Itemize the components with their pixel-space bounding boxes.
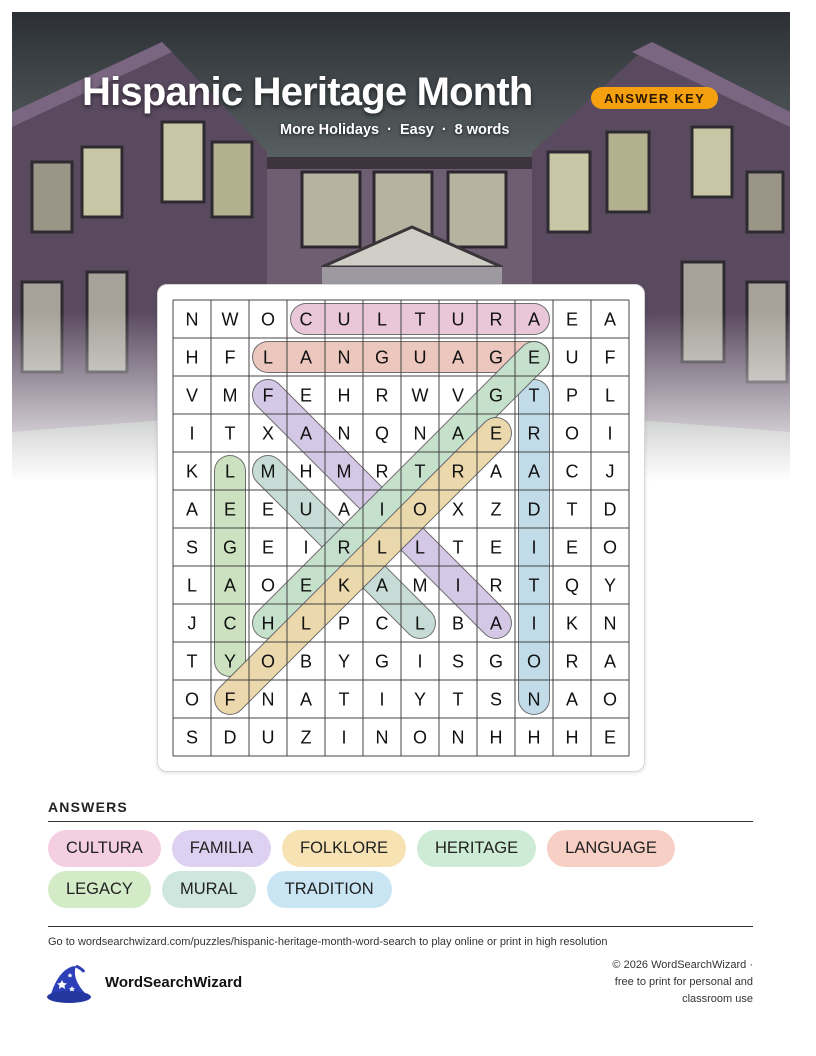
- grid-letter: A: [527, 309, 541, 330]
- grid-letter: O: [526, 651, 542, 672]
- grid-letter: A: [223, 575, 237, 596]
- grid-letter: E: [299, 575, 313, 596]
- grid-letter: S: [451, 651, 465, 672]
- grid-letter: M: [260, 461, 276, 482]
- grid-letter: O: [260, 309, 276, 330]
- grid-letter: K: [337, 575, 351, 596]
- grid-letter: R: [375, 385, 389, 406]
- grid-letter: N: [261, 689, 275, 710]
- word-count-label: 8 words: [454, 122, 510, 138]
- grid-letter: O: [412, 727, 428, 748]
- grid-letter: C: [375, 613, 389, 634]
- grid-letter: O: [602, 537, 618, 558]
- grid-letter: X: [261, 423, 275, 444]
- grid-letter: N: [375, 727, 389, 748]
- grid-letter: O: [412, 499, 428, 520]
- grid-letter: Y: [603, 575, 617, 596]
- grid-letter: I: [417, 651, 423, 672]
- grid-letter: A: [603, 651, 617, 672]
- grid-letter: C: [565, 461, 579, 482]
- grid-letter: G: [374, 347, 390, 368]
- grid-letter: U: [565, 347, 579, 368]
- grid-letter: A: [299, 689, 313, 710]
- grid-letter: O: [602, 689, 618, 710]
- grid-letter: I: [531, 613, 537, 634]
- grid-letter: B: [451, 613, 465, 634]
- grid-letter: A: [375, 575, 389, 596]
- grid-letter: W: [221, 309, 239, 330]
- copyright-notice: [612, 957, 753, 1008]
- grid-letter: T: [528, 575, 540, 596]
- grid-letter: I: [341, 727, 347, 748]
- grid-letter: A: [489, 461, 503, 482]
- puzzle-card: [157, 284, 645, 772]
- answer-pill-familia: FAMILIA: [172, 830, 271, 867]
- grid-letter: O: [184, 689, 200, 710]
- grid-letter: H: [185, 347, 199, 368]
- grid-letter: E: [489, 423, 503, 444]
- separator-dot: ·: [387, 122, 392, 138]
- copyright-line: © 2026 WordSearchWizard ·: [612, 959, 753, 971]
- grid-letter: T: [452, 537, 464, 558]
- grid-letter: U: [261, 727, 275, 748]
- copyright-line: free to print for personal and: [614, 976, 753, 988]
- grid-letter: E: [489, 537, 503, 558]
- grid-letter: C: [223, 613, 237, 634]
- grid-letter: A: [603, 309, 617, 330]
- grid-letter: L: [262, 347, 274, 368]
- grid-letter: H: [261, 613, 275, 634]
- grid-letter: Z: [490, 499, 502, 520]
- grid-letter: H: [527, 727, 541, 748]
- grid-letter: N: [185, 309, 199, 330]
- grid-letter: A: [337, 499, 351, 520]
- copyright-line: classroom use: [682, 993, 753, 1005]
- grid-letter: N: [603, 613, 617, 634]
- grid-letter: E: [565, 537, 579, 558]
- grid-letter: E: [223, 499, 237, 520]
- answer-pill-mural: MURAL: [162, 871, 256, 908]
- grid-letter: O: [260, 575, 276, 596]
- grid-letter: U: [451, 309, 465, 330]
- grid-letter: M: [336, 461, 352, 482]
- grid-letter: R: [527, 423, 541, 444]
- play-online-text: Go to wordsearchwizard.com/puzzles/hispanic-heritage-month-word-search to play online or print in high resolution: [48, 936, 608, 948]
- grid-letter: Q: [374, 423, 390, 444]
- grid-letter: N: [451, 727, 465, 748]
- answers-list: [48, 830, 758, 908]
- category-label: More Holidays: [280, 122, 380, 138]
- grid-letter: E: [603, 727, 617, 748]
- grid-letter: A: [185, 499, 199, 520]
- grid-letter: N: [527, 689, 541, 710]
- grid-letter: G: [488, 385, 504, 406]
- grid-letter: B: [299, 651, 313, 672]
- grid-letter: V: [451, 385, 465, 406]
- grid-letter: J: [187, 613, 197, 634]
- grid-letter: R: [337, 537, 351, 558]
- separator-dot: ·: [441, 122, 447, 138]
- grid-letter: R: [565, 651, 579, 672]
- grid-letter: N: [413, 423, 427, 444]
- grid-letter: A: [451, 423, 465, 444]
- grid-letter: T: [414, 461, 426, 482]
- grid-letter: A: [299, 423, 313, 444]
- grid-letter: R: [489, 575, 503, 596]
- answer-pill-heritage: HERITAGE: [417, 830, 536, 867]
- grid-letter: U: [299, 499, 313, 520]
- grid-letter: H: [565, 727, 579, 748]
- answer-pill-folklore: FOLKLORE: [282, 830, 406, 867]
- answer-pill-cultura: CULTURA: [48, 830, 161, 867]
- grid-letter: E: [527, 347, 541, 368]
- grid-letter: T: [566, 499, 578, 520]
- grid-letter: E: [565, 309, 579, 330]
- grid-letter: S: [489, 689, 503, 710]
- answer-pill-tradition: TRADITION: [267, 871, 392, 908]
- grid-letter: Q: [564, 575, 580, 596]
- grid-letter: R: [489, 309, 503, 330]
- grid-letter: A: [299, 347, 313, 368]
- grid-letter: E: [261, 499, 275, 520]
- grid-letter: O: [564, 423, 580, 444]
- grid-letter: U: [413, 347, 427, 368]
- grid-letter: T: [528, 385, 540, 406]
- grid-letter: D: [603, 499, 617, 520]
- grid-letter: L: [414, 613, 426, 634]
- grid-letter: I: [303, 537, 309, 558]
- grid-letter: I: [455, 575, 461, 596]
- grid-letter: K: [565, 613, 579, 634]
- grid-letter: D: [223, 727, 237, 748]
- grid-letter: R: [451, 461, 465, 482]
- grid-letter: J: [605, 461, 615, 482]
- grid-letter: T: [452, 689, 464, 710]
- grid-letter: G: [222, 537, 238, 558]
- grid-letter: F: [262, 385, 274, 406]
- grid-letter: X: [451, 499, 465, 520]
- grid-letter: L: [604, 385, 616, 406]
- answers-divider: [48, 821, 753, 822]
- grid-letter: I: [531, 537, 537, 558]
- grid-letter: P: [337, 613, 351, 634]
- answer-pill-legacy: LEGACY: [48, 871, 151, 908]
- grid-letter: K: [185, 461, 199, 482]
- grid-letter: Y: [413, 689, 427, 710]
- grid-letter: R: [375, 461, 389, 482]
- grid-letter: I: [379, 499, 385, 520]
- grid-letter: D: [527, 499, 541, 520]
- word-search-grid: [158, 285, 644, 771]
- puzzle-meta: [280, 122, 509, 138]
- grid-letter: A: [527, 461, 541, 482]
- grid-letter: G: [488, 347, 504, 368]
- grid-letter: H: [299, 461, 313, 482]
- grid-letter: L: [376, 537, 388, 558]
- grid-letter: L: [300, 613, 312, 634]
- grid-letter: I: [189, 423, 195, 444]
- grid-letter: Y: [223, 651, 237, 672]
- grid-letter: T: [186, 651, 198, 672]
- grid-letter: E: [261, 537, 275, 558]
- answer-pill-language: LANGUAGE: [547, 830, 675, 867]
- grid-letter: L: [376, 309, 388, 330]
- grid-letter: H: [489, 727, 503, 748]
- page-title: Hispanic Heritage Month: [82, 70, 533, 114]
- grid-letter: G: [488, 651, 504, 672]
- grid-letter: I: [379, 689, 385, 710]
- grid-letter: F: [224, 689, 236, 710]
- grid-letter: F: [604, 347, 616, 368]
- grid-letter: L: [414, 537, 426, 558]
- grid-letter: S: [185, 537, 199, 558]
- grid-letter: A: [489, 613, 503, 634]
- grid-letter: W: [411, 385, 429, 406]
- answers-heading: ANSWERS: [48, 799, 128, 815]
- grid-letter: C: [299, 309, 313, 330]
- grid-letter: A: [451, 347, 465, 368]
- grid-letter: L: [224, 461, 236, 482]
- answer-key-badge: ANSWER KEY: [591, 87, 718, 109]
- grid-letter: N: [337, 423, 351, 444]
- grid-letter: F: [224, 347, 236, 368]
- grid-letter: T: [414, 309, 426, 330]
- grid-letter: O: [260, 651, 276, 672]
- footer-divider: [48, 926, 753, 927]
- grid-letter: Z: [300, 727, 312, 748]
- grid-letter: T: [338, 689, 350, 710]
- grid-letter: M: [412, 575, 428, 596]
- grid-letter: U: [337, 309, 351, 330]
- grid-letter: V: [185, 385, 199, 406]
- grid-letter: N: [337, 347, 351, 368]
- grid-letter: Y: [337, 651, 351, 672]
- brand-name: WordSearchWizard: [105, 974, 243, 991]
- grid-letter: L: [186, 575, 198, 596]
- grid-letter: G: [374, 651, 390, 672]
- grid-letter: E: [299, 385, 313, 406]
- grid-letter: A: [565, 689, 579, 710]
- grid-letter: P: [565, 385, 579, 406]
- grid-letter: T: [224, 423, 236, 444]
- grid-letter: H: [337, 385, 351, 406]
- grid-letter: I: [607, 423, 613, 444]
- grid-letter: M: [222, 385, 238, 406]
- grid-letter: S: [185, 727, 199, 748]
- wizard-hat-icon: [46, 964, 94, 1009]
- difficulty-label: Easy: [399, 122, 434, 138]
